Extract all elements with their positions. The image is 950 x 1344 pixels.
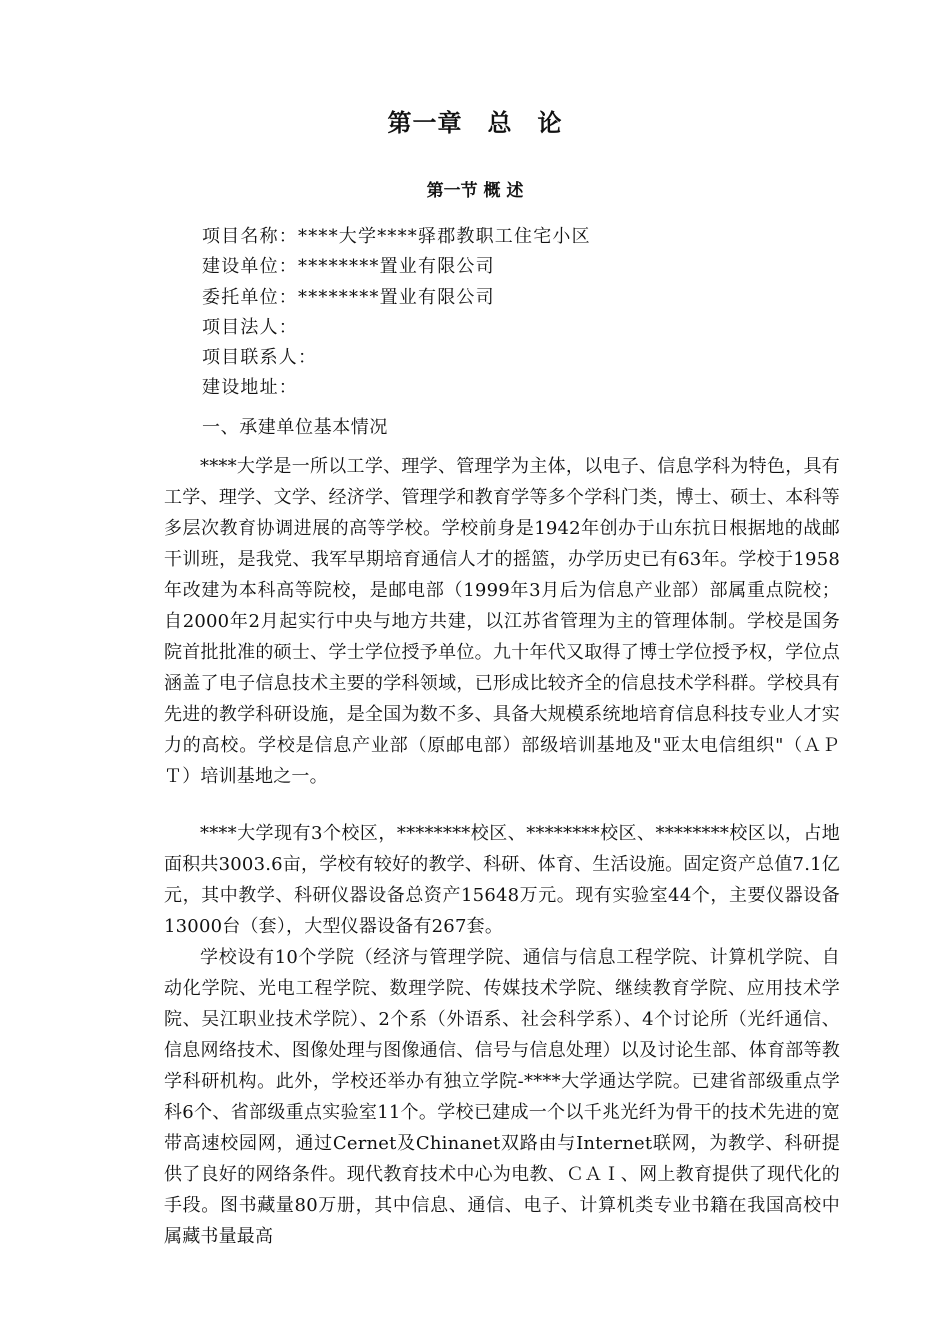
legal-person-line — [202, 313, 842, 343]
info-label: 项目名称： — [202, 226, 298, 247]
project-info — [202, 222, 842, 404]
info-label: 建设单位： — [202, 256, 298, 278]
paragraph-intro-wrap — [164, 451, 840, 792]
info-value: ****大学****驿郡教职工住宅小区 — [298, 226, 591, 247]
builder-line — [202, 252, 842, 282]
section-title: 第一节 概 述 — [426, 181, 524, 201]
info-value: ********置业有限公司 — [298, 256, 495, 278]
info-value: ********置业有限公司 — [298, 286, 495, 308]
chapter-title: 第一章 总 论 — [387, 109, 563, 137]
info-label: 项目法人： — [202, 316, 298, 338]
paragraph: ****大学是一所以工学、理学、管理学为主体，以电子、信息学科为特色，具有工学、理学、文学、经济学、管理学和教育学等多个学科门类，博士、硕士、本科等多层次教育协调进展的高等学校。学校前身是1942年创办于山东抗日根据地的战邮干训班，是我党、我军早期培育通信人才的摇篮，办学历史已有63年。学校于1958年改建为本科高等院校，是邮电部（1999年3月后为信息产业部）部属重点院校；自2000年2月起实行中央与地方共建，以江苏省管理为主的管理体制。学校是国务院首批批准的硕士、学士学位授予单位。九十年代又取得了博士学位授予权，学位点涵盖了电子信息技术主要的学科领域，已形成比较齐全的信息技术学科群。学校具有先进的教学科研设施，是全国为数不多、具备大规模系统地培育信息科技专业人才实力的高校。学校是信息产业部（原邮电部）部级培训基地及"亚太电信组织"（ＡＰＴ）培训基地之一。 — [164, 456, 840, 787]
info-label: 委托单位： — [202, 286, 298, 308]
paragraph-campus-wrap — [164, 818, 840, 942]
project-name-line — [202, 222, 842, 252]
paragraph: 学校设有10个学院（经济与管理学院、通信与信息工程学院、计算机学院、自动化学院、光电工程学院、数理学院、传媒技术学院、继续教育学院、应用技术学院、吴江职业技术学院）、2个系（外语系、社会科学系）、4个讨论所（光纤通信、信息网络技术、图像处理与图像通信、信号与信息处理）以及讨论生部、体育部等教学科研机构。此外，学校还举办有独立学院-****大学通达学院。已建省部级重点学科6个、省部级重点实验室11个。学校已建成一个以千兆光纤为骨干的技术先进的宽带高速校园网，通过Cernet及Chinanet双路由与Internet联网，为教学、科研提供了良好的网络条件。现代教育技术中心为电教、ＣＡＩ、网上教育提供了现代化的手段。图书藏量80万册，其中信息、通信、电子、计算机类专业书籍在我国高校中属藏书量最高 — [164, 947, 840, 1247]
info-label: 项目联系人： — [202, 347, 318, 369]
paragraph-colleges-wrap — [164, 942, 840, 1252]
client-line — [202, 283, 842, 313]
subsection-heading: 一、承建单位基本情况 — [202, 417, 388, 438]
paragraph: ****大学现有3个校区，********校区、********校区、********校区以，占地面积共3003.6亩，学校有较好的教学、科研、体育、生活设施。固定资产总值7.1亿元，其中教学、科研仪器设备总资产15648万元。现有实验室44个，主要仪器设备13000台（套），大型仪器设备有267套。 — [164, 823, 840, 937]
info-label: 建设地址： — [202, 377, 298, 399]
address-line — [202, 373, 842, 403]
contact-line — [202, 343, 842, 373]
